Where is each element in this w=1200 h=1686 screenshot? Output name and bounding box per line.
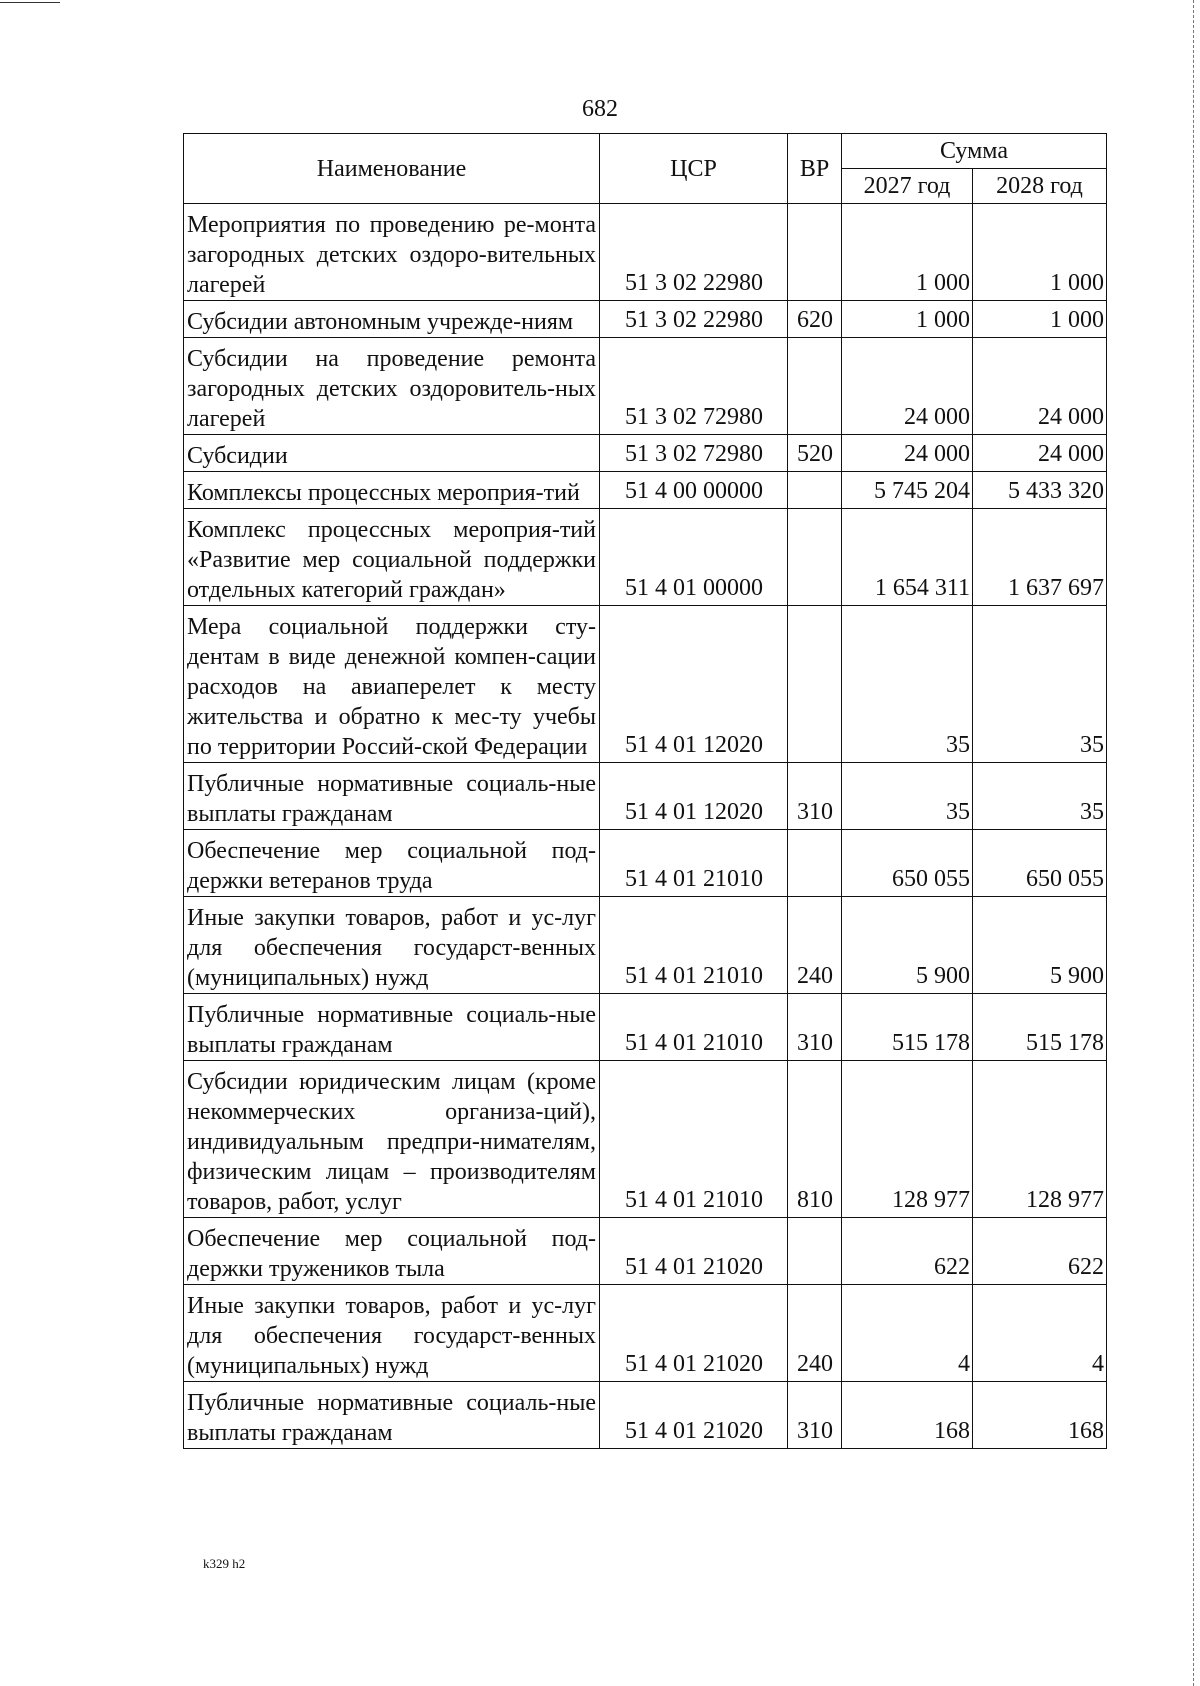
table-row: [184, 509, 1107, 606]
row-amount-2027-cell: 515 178: [842, 994, 973, 1061]
table-row: [184, 763, 1107, 830]
row-amount-2028-cell: 1 000: [973, 301, 1107, 338]
row-name-cell: Публичные нормативные социаль-ные выплаты гражданам: [184, 763, 600, 830]
row-vr-cell: 240: [788, 1285, 842, 1382]
row-amount-2028-cell: 1 000: [973, 204, 1107, 301]
table-row: [184, 1382, 1107, 1449]
row-name-cell: Иные закупки товаров, работ и ус-луг для обеспечения государст-венных (муниципальных) нужд: [184, 1285, 600, 1382]
row-amount-2028-cell: 24 000: [973, 338, 1107, 435]
table-row: [184, 435, 1107, 472]
header-year-2027: 2027 год: [842, 169, 973, 204]
table-row: [184, 204, 1107, 301]
row-amount-2027-cell: 24 000: [842, 338, 973, 435]
row-vr-cell: [788, 204, 842, 301]
row-amount-2027-cell: 650 055: [842, 830, 973, 897]
row-csr-cell: 51 4 01 21010: [600, 1061, 788, 1218]
row-vr-cell: [788, 830, 842, 897]
row-amount-2028-cell: 5 900: [973, 897, 1107, 994]
header-row-top: [184, 134, 1107, 169]
row-csr-cell: 51 4 01 21020: [600, 1382, 788, 1449]
budget-table-container: [183, 133, 1106, 1449]
table-row: [184, 338, 1107, 435]
table-row: [184, 606, 1107, 763]
row-name-cell: Комплексы процессных мероприя-тий: [184, 472, 600, 509]
row-amount-2027-cell: 1 654 311: [842, 509, 973, 606]
row-amount-2028-cell: 1 637 697: [973, 509, 1107, 606]
header-sum: Сумма: [842, 134, 1107, 169]
footer-code: k329 h2: [203, 1556, 246, 1571]
row-csr-cell: 51 3 02 22980: [600, 301, 788, 338]
row-csr-cell: 51 4 01 21020: [600, 1285, 788, 1382]
row-amount-2028-cell: 650 055: [973, 830, 1107, 897]
row-amount-2028-cell: 35: [973, 606, 1107, 763]
row-amount-2028-cell: 128 977: [973, 1061, 1107, 1218]
row-vr-cell: [788, 606, 842, 763]
row-name-cell: Субсидии юридическим лицам (кроме некоммерческих организа-ций), индивидуальным предпри-нимателям, физическим лицам – производителям товаров, работ, услуг: [184, 1061, 600, 1218]
scan-edge-line: [1192, 0, 1194, 1686]
row-amount-2027-cell: 4: [842, 1285, 973, 1382]
row-name-cell: Иные закупки товаров, работ и ус-луг для обеспечения государст-венных (муниципальных) нужд: [184, 897, 600, 994]
row-amount-2028-cell: 5 433 320: [973, 472, 1107, 509]
row-csr-cell: 51 4 01 21020: [600, 1218, 788, 1285]
table-body: [184, 204, 1107, 1449]
row-name-cell: Мера социальной поддержки сту-дентам в виде денежной компен-сации расходов на авиаперелет к месту жительства и обратно к мес-ту учебы по территории Россий-ской Федерации: [184, 606, 600, 763]
row-amount-2028-cell: 4: [973, 1285, 1107, 1382]
row-vr-cell: 310: [788, 763, 842, 830]
row-amount-2027-cell: 128 977: [842, 1061, 973, 1218]
row-name-cell: Публичные нормативные социаль-ные выплаты гражданам: [184, 1382, 600, 1449]
header-year-2028: 2028 год: [973, 169, 1107, 204]
row-name-cell: Мероприятия по проведению ре-монта загородных детских оздоро-вительных лагерей: [184, 204, 600, 301]
row-csr-cell: 51 3 02 72980: [600, 435, 788, 472]
row-name-cell: Субсидии на проведение ремонта загородных детских оздоровитель-ных лагерей: [184, 338, 600, 435]
row-csr-cell: 51 4 01 21010: [600, 897, 788, 994]
table-row: [184, 830, 1107, 897]
header-name: Наименование: [184, 134, 600, 204]
row-name-cell: Субсидии автономным учрежде-ниям: [184, 301, 600, 338]
row-amount-2027-cell: 1 000: [842, 204, 973, 301]
row-amount-2028-cell: 622: [973, 1218, 1107, 1285]
row-csr-cell: 51 3 02 72980: [600, 338, 788, 435]
row-name-cell: Субсидии: [184, 435, 600, 472]
row-vr-cell: [788, 1218, 842, 1285]
row-csr-cell: 51 4 01 00000: [600, 509, 788, 606]
row-amount-2027-cell: 24 000: [842, 435, 973, 472]
header-csr: ЦСР: [600, 134, 788, 204]
scan-corner-mark: [0, 2, 60, 3]
table-row: [184, 994, 1107, 1061]
row-csr-cell: 51 3 02 22980: [600, 204, 788, 301]
row-vr-cell: [788, 338, 842, 435]
row-amount-2028-cell: 515 178: [973, 994, 1107, 1061]
row-amount-2027-cell: 622: [842, 1218, 973, 1285]
row-amount-2028-cell: 24 000: [973, 435, 1107, 472]
row-amount-2028-cell: 168: [973, 1382, 1107, 1449]
row-vr-cell: [788, 472, 842, 509]
row-amount-2027-cell: 168: [842, 1382, 973, 1449]
header-vr: ВР: [788, 134, 842, 204]
page-number: 682: [582, 96, 618, 122]
row-amount-2027-cell: 5 900: [842, 897, 973, 994]
row-vr-cell: [788, 509, 842, 606]
row-vr-cell: 310: [788, 1382, 842, 1449]
table-row: [184, 1218, 1107, 1285]
row-name-cell: Обеспечение мер социальной под-держки ветеранов труда: [184, 830, 600, 897]
row-name-cell: Комплекс процессных мероприя-тий «Развитие мер социальной поддержки отдельных категорий граждан»: [184, 509, 600, 606]
table-row: [184, 472, 1107, 509]
budget-table: [183, 133, 1107, 1449]
table-row: [184, 1285, 1107, 1382]
row-csr-cell: 51 4 01 12020: [600, 763, 788, 830]
row-vr-cell: 310: [788, 994, 842, 1061]
row-vr-cell: 520: [788, 435, 842, 472]
row-amount-2027-cell: 1 000: [842, 301, 973, 338]
table-row: [184, 1061, 1107, 1218]
table-row: [184, 301, 1107, 338]
row-csr-cell: 51 4 01 12020: [600, 606, 788, 763]
row-amount-2027-cell: 5 745 204: [842, 472, 973, 509]
row-amount-2027-cell: 35: [842, 763, 973, 830]
row-vr-cell: 240: [788, 897, 842, 994]
row-vr-cell: 620: [788, 301, 842, 338]
row-csr-cell: 51 4 01 21010: [600, 830, 788, 897]
row-csr-cell: 51 4 01 21010: [600, 994, 788, 1061]
row-amount-2027-cell: 35: [842, 606, 973, 763]
row-amount-2028-cell: 35: [973, 763, 1107, 830]
row-name-cell: Обеспечение мер социальной под-держки тружеников тыла: [184, 1218, 600, 1285]
table-row: [184, 897, 1107, 994]
row-vr-cell: 810: [788, 1061, 842, 1218]
row-name-cell: Публичные нормативные социаль-ные выплаты гражданам: [184, 994, 600, 1061]
row-csr-cell: 51 4 00 00000: [600, 472, 788, 509]
